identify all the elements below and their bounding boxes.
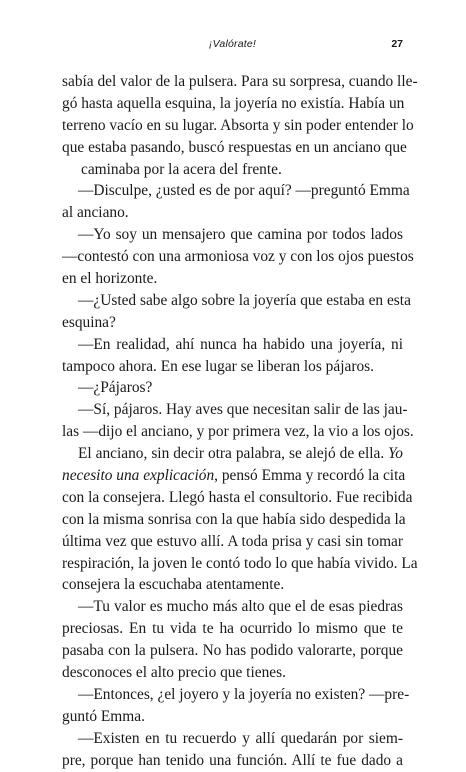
text-line: guntó Emma. <box>62 707 145 725</box>
text-line: —¿Usted sabe algo sobre la joyería que estaba en esta <box>78 291 411 309</box>
text-line: —¿Pájaros? <box>78 379 153 397</box>
italic-segment: necesito una explicación <box>62 467 215 485</box>
italic-segment: Yo <box>388 445 403 463</box>
text-line: —Tu valor es mucho más alto que el de esas piedras <box>78 598 403 616</box>
text-line: terreno vacío en su lugar. Absorta y sin poder entender lo <box>62 116 414 134</box>
text-line: —Sí, pájaros. Hay aves que necesitan salir de las jau- <box>78 401 408 419</box>
text-line: consejera la escuchaba atentamente. <box>62 576 285 594</box>
text-line: preciosas. En tu vida te ha ocurrido lo mismo que te <box>62 620 403 638</box>
text-line: —En realidad, ahí nunca ha habido una joyería, ni <box>78 335 403 353</box>
page-number: 27 <box>391 38 403 50</box>
text-line: —Disculpe, ¿usted es de por aquí? —preguntó Emma <box>78 182 410 200</box>
text-line: con la consejera. Llegó hasta el consultorio. Fue recibida <box>62 488 413 506</box>
text-line: —Entonces, ¿el joyero y la joyería no existen? —pre- <box>78 685 410 703</box>
running-header <box>62 38 403 54</box>
text-line <box>62 465 406 487</box>
text-line: pre, porque han tenido una función. Allí te fue dado a <box>62 751 403 769</box>
text-line: con la misma sonrisa con la que había sido despedida la <box>62 510 406 528</box>
text-line: —Existen en tu recuerdo y allí quedarán por siem- <box>78 729 403 747</box>
text-line: —contestó con una armoniosa voz y con los ojos puestos <box>62 248 414 266</box>
text-line: sabía del valor de la pulsera. Para su sorpresa, cuando lle- <box>62 73 418 90</box>
running-title: ¡Valórate! <box>208 38 257 50</box>
text-line: esquina? <box>62 313 116 331</box>
body-text <box>62 71 418 772</box>
text-segment: , pensó Emma y recordó la cita <box>214 467 406 485</box>
text-line: al anciano. <box>62 204 129 222</box>
text-line: en el horizonte. <box>62 270 158 288</box>
text-line: gó hasta aquella esquina, la joyería no existía. Había un <box>62 94 405 112</box>
text-line: las —dijo el anciano, y por primera vez, la vio a los ojos. <box>62 423 414 441</box>
text-line: última vez que estuvo allí. A toda prisa y casi sin tomar <box>62 532 403 550</box>
text-line: —Yo soy un mensajero que camina por todos lados <box>78 226 403 244</box>
text-line: pasaba con la pulsera. No has podido valorarte, porque <box>62 642 403 660</box>
text-line: tampoco ahora. En ese lugar se liberan los pájaros. <box>62 357 374 375</box>
text-line: que estaba pasando, buscó respuestas en un anciano que <box>62 138 407 156</box>
text-line: desconoces el alto precio que tienes. <box>62 664 286 682</box>
text-line: caminaba por la acera del frente. <box>81 160 282 178</box>
text-line <box>62 443 403 465</box>
text-segment: El anciano, sin decir otra palabra, se alejó de ella. <box>78 445 385 463</box>
text-line: respiración, la joven le contó todo lo que había vivido. La <box>62 554 418 572</box>
